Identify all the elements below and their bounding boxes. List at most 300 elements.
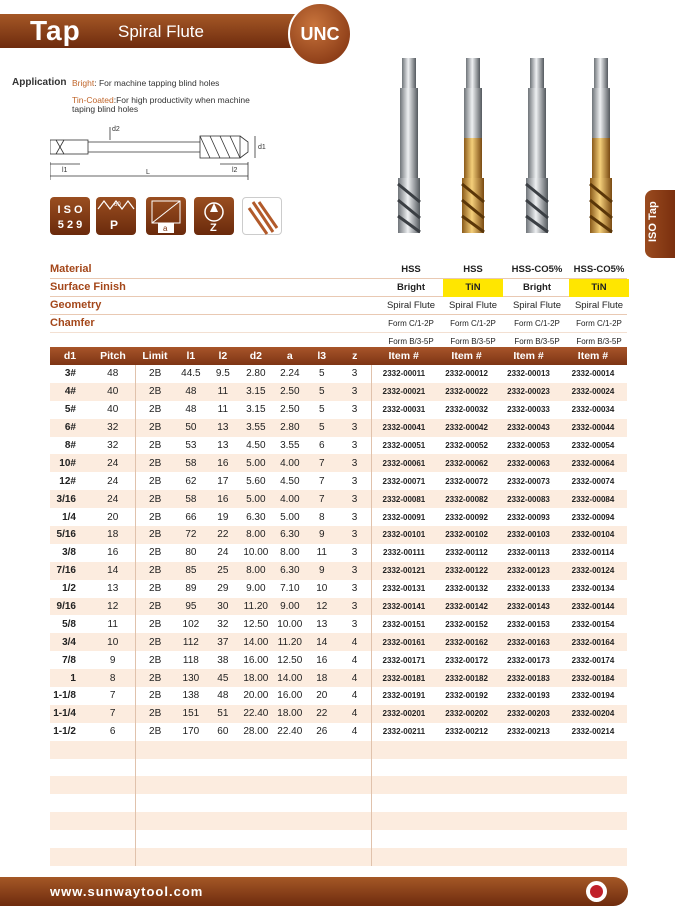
table-cell: 16 (107, 547, 119, 559)
column-header: Limit (136, 347, 174, 365)
empty-cell (136, 830, 174, 848)
spec-value: Form C/1-2P (450, 319, 496, 328)
spec-value: HSS (401, 264, 421, 275)
item-number-cell: 2332-00104 (559, 526, 626, 544)
table-cell: 3 (351, 440, 358, 451)
empty-cell (238, 759, 274, 777)
item-number-cell: 2332-00011 (372, 365, 436, 383)
empty-cell (274, 759, 306, 777)
column-header: l1 (174, 347, 208, 365)
table-cell: 24 (217, 547, 229, 559)
table-cell: 2B (136, 651, 174, 669)
table-row (50, 615, 627, 633)
item-number-cell: 2332-00182 (436, 669, 498, 687)
empty-cell (436, 848, 498, 866)
table-cell: 6 (109, 726, 116, 738)
table-cell: 11 (217, 404, 229, 416)
item-number-cell: 2332-00122 (436, 562, 498, 580)
table-cell: 3.15 (238, 383, 274, 401)
empty-cell (174, 848, 208, 866)
table-cell: 6.30 (274, 526, 306, 544)
table-cell: 48 (185, 404, 197, 416)
spec-value: Form C/1-2P (388, 319, 434, 328)
empty-cell (90, 812, 136, 830)
item-number-cell: 2332-00043 (498, 419, 560, 437)
iso-tap-side-tab (645, 190, 675, 258)
application-line-tin-2: taping blind holes (72, 104, 139, 114)
flutes-z-label: Z (210, 222, 217, 234)
table-cell: 22.40 (238, 705, 274, 723)
item-number-cell: 2332-00044 (559, 419, 626, 437)
table-cell: 32 (107, 440, 119, 451)
item-number-cell: 2332-00132 (445, 584, 488, 594)
table-cell: 13 (107, 583, 119, 595)
empty-cell (338, 848, 372, 866)
table-cell: 8.00 (238, 562, 274, 580)
table-cell: 2B (136, 615, 174, 633)
item-number-cell: 2332-00213 (507, 727, 550, 737)
size-cell: 8# (64, 440, 76, 451)
thread-angle-label: 60 (114, 202, 121, 208)
spec-value: Spiral Flute (448, 300, 498, 311)
table-cell: 4 (338, 669, 372, 687)
empty-cell (338, 830, 372, 848)
table-cell: 4 (351, 690, 358, 702)
l2-label: l2 (232, 167, 238, 174)
empty-cell (436, 812, 498, 830)
page-title: Tap (30, 15, 81, 46)
table-cell: 3 (351, 511, 358, 523)
spec-row (50, 261, 627, 279)
empty-cell (372, 830, 436, 848)
tap-hssco-tin (590, 58, 612, 233)
table-cell: 2.24 (280, 368, 300, 380)
table-row (50, 669, 627, 687)
unc-badge: UNC (288, 2, 352, 66)
empty-cell (174, 776, 208, 794)
table-cell: 3 (338, 598, 372, 616)
thread-p-label: P (110, 218, 119, 232)
size-cell: 5/8 (62, 618, 76, 630)
size-cell: 10# (50, 454, 90, 472)
spec-value: Form B/3-5P (514, 337, 560, 346)
table-cell: 10.00 (277, 618, 303, 630)
item-number-cell: 2332-00193 (507, 691, 550, 701)
table-cell: 11 (208, 383, 238, 401)
table-cell: 48 (217, 690, 229, 702)
item-number-cell: 2332-00173 (507, 655, 550, 665)
table-cell: 112 (174, 633, 208, 651)
table-cell: 7 (306, 454, 338, 472)
table-cell: 7 (306, 490, 338, 508)
tap-hss-bright (398, 58, 420, 233)
table-cell: 10 (90, 633, 136, 651)
table-cell: 3.55 (238, 419, 274, 437)
table-cell: 38 (217, 654, 229, 666)
footer-url[interactable]: www.sunwaytool.com (50, 884, 204, 899)
table-cell: 4 (351, 726, 358, 738)
table-cell: 2B (136, 454, 174, 472)
column-header: a (274, 347, 306, 365)
table-cell: 24 (90, 490, 136, 508)
table-cell: 30 (208, 598, 238, 616)
item-number-cell: 2332-00024 (559, 383, 626, 401)
size-cell: 3/4 (50, 633, 90, 651)
item-number-cell: 2332-00094 (571, 512, 615, 522)
size-cell: 1-1/2 (53, 726, 76, 738)
item-number-cell: 2332-00034 (571, 405, 615, 415)
table-cell: 72 (174, 526, 208, 544)
empty-cell (50, 794, 90, 812)
empty-cell (436, 741, 498, 759)
table-cell: 66 (185, 511, 197, 523)
table-cell: 17 (217, 475, 229, 487)
table-row (50, 365, 627, 383)
empty-cell (136, 741, 174, 759)
item-number-cell: 2332-00151 (372, 615, 436, 633)
empty-cell (306, 759, 338, 777)
table-cell: 8 (318, 511, 325, 523)
empty-cell (136, 794, 174, 812)
table-cell: 4.00 (274, 490, 306, 508)
table-cell: 138 (182, 690, 200, 702)
item-number-cell: 2332-00141 (372, 598, 436, 616)
table-cell: 20.00 (243, 690, 269, 702)
empty-cell (559, 848, 626, 866)
empty-cell (274, 848, 306, 866)
item-number-cell: 2332-00211 (372, 723, 436, 741)
table-cell: 4 (338, 705, 372, 723)
empty-cell (238, 776, 274, 794)
item-number-cell: 2332-00161 (372, 633, 436, 651)
empty-cell (498, 812, 560, 830)
table-cell: 14.00 (238, 633, 274, 651)
table-cell: 2B (136, 562, 174, 580)
item-number-cell: 2332-00162 (436, 633, 498, 651)
table-cell: 20 (316, 690, 328, 702)
table-cell: 2B (136, 437, 174, 455)
empty-cell (50, 812, 90, 830)
empty-cell (238, 830, 274, 848)
item-number-cell: 2332-00184 (559, 669, 626, 687)
table-cell: 9 (109, 654, 116, 666)
item-number-cell: 2332-00081 (372, 490, 436, 508)
table-cell: 60 (217, 726, 229, 738)
empty-cell (50, 848, 90, 866)
empty-cell (50, 741, 90, 759)
spec-value: TiN (443, 279, 503, 297)
table-cell: 3 (351, 547, 358, 559)
table-cell: 10.00 (243, 547, 269, 559)
iso-icon (50, 197, 90, 235)
column-header: z (338, 347, 372, 365)
tap-hssco-bright (526, 58, 548, 233)
column-header: Item # (372, 347, 436, 365)
item-number-cell: 2332-00053 (507, 441, 550, 450)
header-bar (0, 14, 315, 48)
tin-key: Tin-Coated (72, 95, 114, 105)
table-cell: 2.50 (280, 404, 300, 416)
table-cell: 9.00 (246, 583, 266, 595)
empty-cell (274, 776, 306, 794)
spec-value: HSS-CO5% (573, 264, 625, 275)
thread-profile-icon (96, 197, 136, 235)
empty-cell (306, 794, 338, 812)
table-header-row (50, 347, 627, 365)
item-number-cell: 2332-00201 (372, 705, 436, 723)
size-cell: 5/16 (50, 526, 90, 544)
empty-cell (238, 794, 274, 812)
table-cell: 2B (136, 526, 174, 544)
empty-cell (174, 794, 208, 812)
item-number-cell: 2332-00063 (498, 454, 560, 472)
table-cell: 2B (136, 687, 174, 705)
item-number-cell: 2332-00112 (445, 548, 488, 558)
item-number-cell: 2332-00084 (559, 490, 626, 508)
empty-cell (50, 759, 90, 777)
table-cell: 16.00 (243, 654, 269, 666)
table-row (50, 526, 627, 544)
table-row (50, 454, 627, 472)
table-cell: 6 (318, 440, 325, 451)
table-cell: 170 (182, 726, 200, 738)
table-cell: 62 (185, 475, 197, 487)
spec-value: TiN (569, 279, 629, 297)
empty-cell (498, 830, 560, 848)
empty-cell (238, 848, 274, 866)
item-number-cell: 2332-00192 (445, 691, 488, 701)
table-cell: 3 (351, 404, 358, 416)
column-header: l3 (306, 347, 338, 365)
tap-hss-tin (462, 58, 484, 233)
size-cell: 1/4 (62, 511, 76, 523)
empty-cell (372, 812, 436, 830)
item-number-cell: 2332-00014 (571, 369, 615, 379)
item-number-cell: 2332-00133 (507, 584, 550, 594)
spec-value: HSS (463, 264, 483, 275)
empty-cell (208, 794, 238, 812)
table-cell: 95 (174, 598, 208, 616)
table-cell: 9.5 (215, 368, 230, 380)
empty-cell (174, 812, 208, 830)
d2-label: d2 (112, 126, 120, 133)
item-number-cell: 2332-00052 (445, 441, 488, 450)
d1-label: d1 (258, 144, 266, 151)
table-cell: 7 (109, 690, 116, 702)
dimensions-table (50, 347, 627, 866)
empty-cell (90, 776, 136, 794)
column-header: Item # (436, 347, 498, 365)
empty-cell (498, 776, 560, 794)
empty-cell (306, 776, 338, 794)
item-number-cell: 2332-00012 (445, 369, 488, 379)
empty-cell (174, 759, 208, 777)
item-number-cell: 2332-00022 (436, 383, 498, 401)
table-cell: 20 (107, 511, 119, 523)
empty-table-row (50, 776, 627, 794)
application-line-bright (72, 78, 219, 88)
size-cell: 1-1/8 (53, 690, 76, 702)
table-cell: 3 (338, 383, 372, 401)
spec-value: Form B/3-5P (450, 337, 496, 346)
table-cell: 5 (306, 383, 338, 401)
empty-cell (90, 830, 136, 848)
table-cell: 3 (338, 490, 372, 508)
table-cell: 11 (316, 547, 327, 559)
table-cell: 29 (217, 583, 229, 595)
table-cell: 151 (174, 705, 208, 723)
empty-cell (436, 794, 498, 812)
application-label: Application (12, 77, 67, 88)
item-number-cell: 2332-00113 (507, 548, 550, 558)
item-number-cell: 2332-00013 (507, 369, 550, 379)
table-row (50, 580, 627, 598)
item-number-cell: 2332-00042 (436, 419, 498, 437)
empty-cell (208, 830, 238, 848)
table-cell: 3.15 (246, 404, 266, 416)
table-row (50, 419, 627, 437)
table-cell: 7 (318, 475, 325, 487)
table-cell: 9 (306, 526, 338, 544)
item-number-cell: 2332-00191 (372, 687, 436, 705)
empty-table-row (50, 741, 627, 759)
item-number-cell: 2332-00103 (498, 526, 560, 544)
table-cell: 28.00 (243, 726, 269, 738)
table-cell: 7.10 (280, 583, 300, 595)
item-number-cell: 2332-00093 (507, 512, 550, 522)
table-cell: 8.00 (238, 526, 274, 544)
empty-table-row (50, 830, 627, 848)
item-number-cell: 2332-00102 (436, 526, 498, 544)
table-cell: 12.50 (277, 654, 303, 666)
table-cell: 2B (136, 419, 174, 437)
empty-cell (372, 848, 436, 866)
table-row (50, 437, 627, 455)
table-cell: 3 (351, 583, 358, 595)
item-number-cell: 2332-00054 (571, 441, 615, 450)
table-cell: 3 (338, 562, 372, 580)
table-cell: 25 (208, 562, 238, 580)
item-number-cell: 2332-00091 (372, 508, 436, 526)
table-cell: 51 (208, 705, 238, 723)
table-cell: 3 (351, 618, 358, 630)
table-row (50, 562, 627, 580)
size-cell: 4# (50, 383, 90, 401)
table-cell: 24 (107, 475, 119, 487)
table-cell: 3 (338, 419, 372, 437)
size-cell: 6# (50, 419, 90, 437)
item-number-cell: 2332-00073 (507, 476, 550, 486)
item-number-cell: 2332-00131 (372, 580, 436, 598)
table-cell: 16.00 (277, 690, 303, 702)
spec-label: Material (50, 263, 92, 275)
table-cell: 22 (208, 526, 238, 544)
empty-cell (559, 741, 626, 759)
column-header: d1 (50, 347, 90, 365)
table-cell: 5.60 (246, 475, 266, 487)
table-cell: 40 (90, 383, 136, 401)
table-cell: 118 (182, 654, 199, 666)
item-number-cell: 2332-00074 (571, 476, 615, 486)
table-row (50, 544, 627, 562)
spec-value: Spiral Flute (512, 300, 562, 311)
item-number-cell: 2332-00062 (436, 454, 498, 472)
table-cell: 18.00 (238, 669, 274, 687)
table-cell: 44.5 (181, 368, 201, 380)
spec-row (50, 279, 627, 297)
table-row (50, 401, 627, 419)
empty-cell (338, 741, 372, 759)
empty-cell (436, 776, 498, 794)
item-number-cell: 2332-00153 (507, 619, 550, 629)
empty-cell (90, 794, 136, 812)
empty-cell (238, 741, 274, 759)
table-cell: 3 (338, 526, 372, 544)
brand-logo-icon (586, 881, 607, 902)
size-cell: 1 (50, 669, 90, 687)
item-number-cell: 2332-00051 (372, 437, 436, 455)
table-cell: 22.40 (277, 726, 303, 738)
table-row (50, 490, 627, 508)
table-cell: 37 (208, 633, 238, 651)
table-cell: 53 (185, 440, 197, 451)
table-cell: 12 (306, 598, 338, 616)
table-cell: 85 (174, 562, 208, 580)
spec-value: Form B/3-5P (388, 337, 434, 346)
bright-text: : For machine tapping blind holes (94, 78, 220, 88)
table-cell: 2B (136, 669, 174, 687)
empty-cell (136, 776, 174, 794)
spec-value: Bright (523, 282, 551, 293)
table-cell: 40 (107, 404, 119, 416)
table-cell: 13 (208, 419, 238, 437)
spec-label: Geometry (50, 299, 102, 311)
empty-cell (338, 776, 372, 794)
item-number-cell: 2332-00031 (372, 401, 436, 419)
empty-cell (90, 848, 136, 866)
empty-cell (136, 759, 174, 777)
item-number-cell: 2332-00144 (559, 598, 626, 616)
spec-value: Form C/1-2P (576, 319, 622, 328)
empty-cell (50, 830, 90, 848)
empty-cell (306, 848, 338, 866)
item-number-cell: 2332-00163 (498, 633, 560, 651)
item-number-cell: 2332-00143 (498, 598, 560, 616)
empty-table-row (50, 759, 627, 777)
item-number-cell: 2332-00101 (372, 526, 436, 544)
table-cell: 89 (185, 583, 197, 595)
tin-text: :For high productivity when machine (113, 95, 250, 105)
empty-cell (136, 812, 174, 830)
item-number-cell: 2332-00023 (498, 383, 560, 401)
table-cell: 4 (338, 633, 372, 651)
size-cell: 7/16 (50, 562, 90, 580)
spec-value: Spiral Flute (386, 300, 436, 311)
table-cell: 26 (316, 726, 328, 738)
page-subtitle: Spiral Flute (118, 22, 204, 41)
table-cell: 8.00 (280, 547, 300, 559)
table-cell: 50 (174, 419, 208, 437)
table-cell: 2B (136, 633, 174, 651)
item-number-cell: 2332-00183 (498, 669, 560, 687)
item-number-cell: 2332-00194 (571, 691, 615, 701)
empty-cell (208, 776, 238, 794)
spiral-flute-icon (242, 197, 282, 235)
table-cell: 2B (136, 723, 174, 741)
item-number-cell: 2332-00152 (445, 619, 488, 629)
empty-cell (274, 812, 306, 830)
table-cell: 2B (136, 544, 174, 562)
